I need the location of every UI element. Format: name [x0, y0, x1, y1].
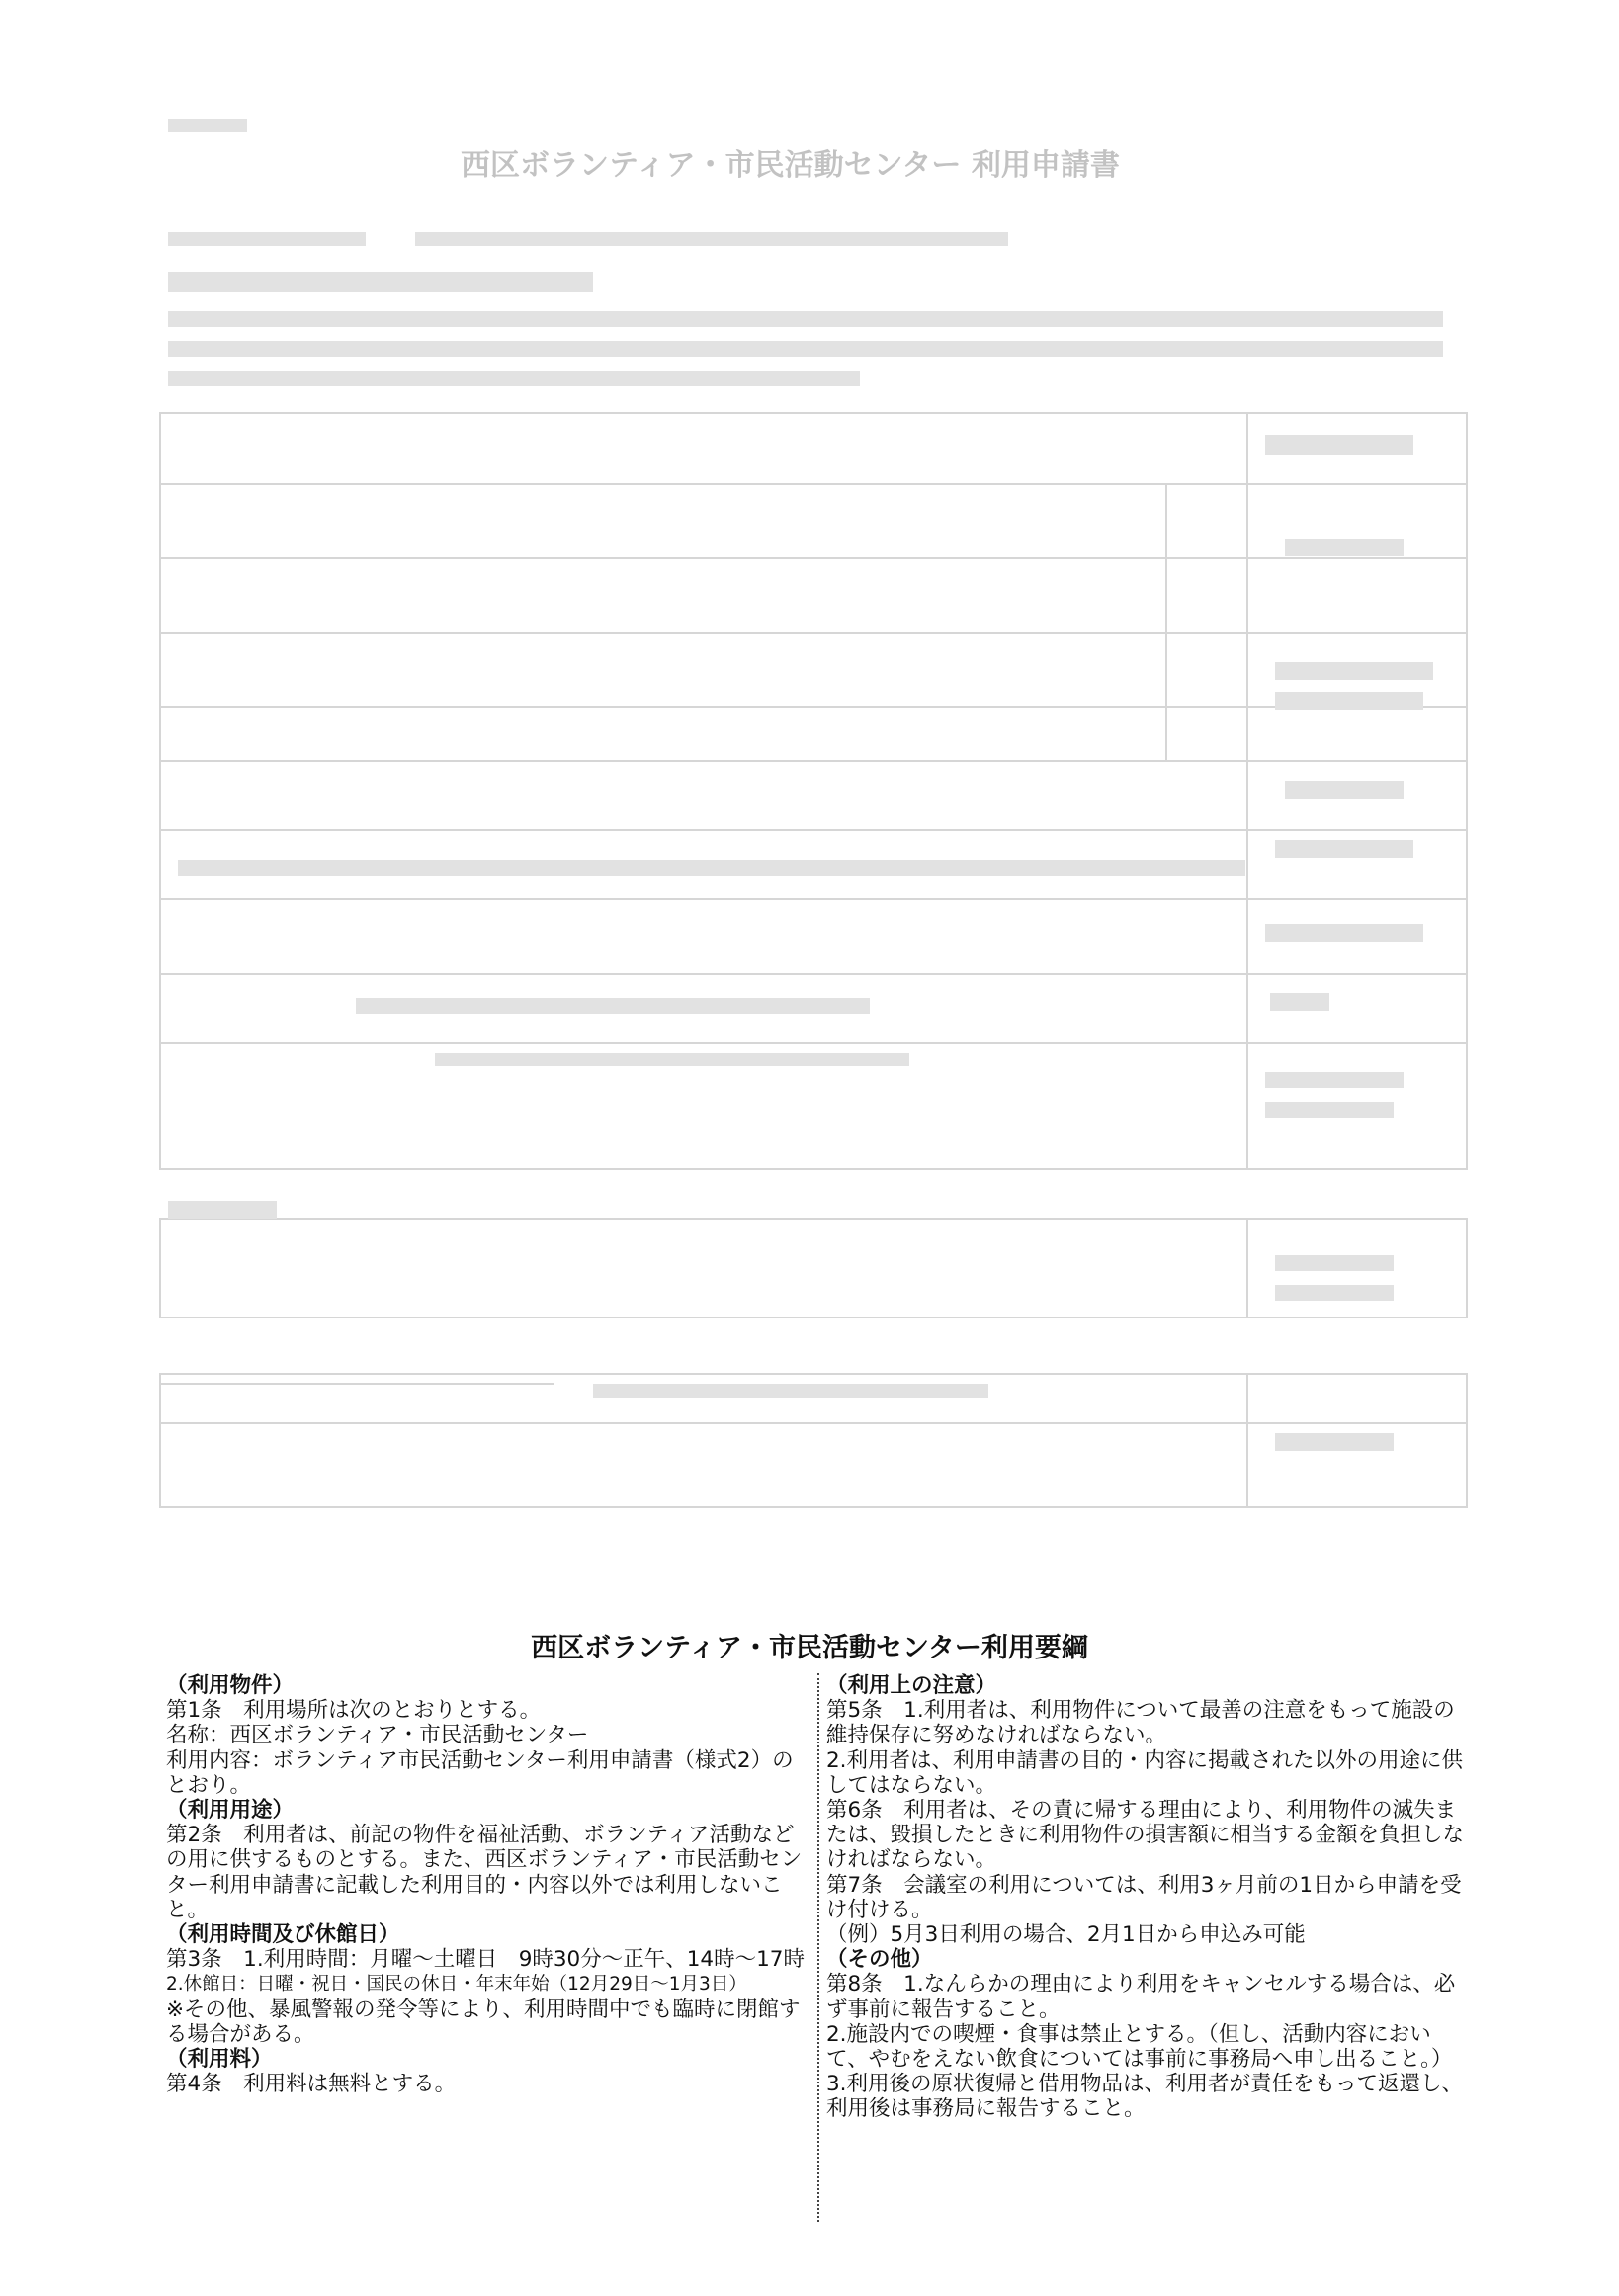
article-4: 第4条 利用料は無料とする。	[166, 2072, 457, 2097]
section-heading-hours-closures: （利用時間及び休館日）	[166, 1922, 400, 1948]
article-7: 第7条 会議室の利用については、利用3ヶ月前の1日から申請を受け付ける。	[826, 1872, 1462, 1922]
article-8-1: 第8条 1.なんらかの理由により利用をキャンセルする場合は、必ず事前に報告すること。	[826, 1972, 1456, 2022]
section-heading-other: （その他）	[826, 1947, 933, 1973]
article-5-2: 2.利用者は、利用申請書の目的・内容に掲載された以外の用途に供してはならない。	[826, 1747, 1464, 1798]
article-8-2: 2.施設内での喫煙・食事は禁止とする。（但し、活動内容において、やむをえない飲食については事前に事務局へ申し出ること。）	[826, 2021, 1453, 2073]
section-heading-usage-notes: （利用上の注意）	[826, 1673, 997, 1698]
article-5-1: 第5条 1.利用者は、利用物件について最善の注意をもって施設の維持保存に努めなければならない。	[826, 1698, 1455, 1748]
section-heading-fee: （利用料）	[166, 2047, 273, 2073]
temporary-closure-note: ※その他、暴風警報の発令等により、利用時間中でも臨時に閉館する場合がある。	[166, 1997, 801, 2047]
guidelines-columns	[166, 1673, 1473, 2227]
facility-name: 名称：西区ボランティア・市民活動センター	[166, 1723, 589, 1748]
usage-content: 利用内容：ボランティア市民活動センター利用申請書（様式2）のとおり。	[166, 1747, 794, 1798]
article-7-example: （例）5月3日利用の場合、2月1日から申込み可能	[826, 1922, 1306, 1948]
article-8-3: 3.利用後の原状復帰と借用物品は、利用者が責任をもって返還し、利用後は事務局に報告すること。	[826, 2072, 1464, 2122]
article-3-hours: 第3条 1.利用時間：月曜～土曜日 9時30分～正午、14時～17時	[166, 1947, 805, 1973]
section-heading-usage-property: （利用物件）	[166, 1673, 295, 1698]
article-6: 第6条 利用者は、その責に帰する理由により、利用物件の滅失または、毀損したときに利用物件の損害額に相当する金額を負担しなければならない。	[826, 1798, 1465, 1873]
column-divider	[817, 1673, 819, 2222]
article-3-closed-days: 2.休館日：日曜・祝日・国民の休日・年末年始（12月29日～1月3日）	[166, 1974, 747, 1996]
faded-form-title: 西区ボランティア・市民活動センター 利用申請書	[461, 148, 1120, 183]
guidelines-left-column	[166, 1673, 810, 2096]
article-2: 第2条 利用者は、前記の物件を福祉活動、ボランティア活動などの用に供するものとする。また、西区ボランティア・市民活動センター利用申請書に記載した利用目的・内容以外では利用しないこと。	[166, 1823, 803, 1922]
section-heading-usage-purpose: （利用用途）	[166, 1798, 295, 1824]
article-1: 第1条 利用場所は次のとおりとする。	[166, 1698, 542, 1724]
guidelines-title: 西区ボランティア・市民活動センター利用要綱	[531, 1633, 1088, 1663]
guidelines-right-column	[826, 1673, 1473, 2122]
